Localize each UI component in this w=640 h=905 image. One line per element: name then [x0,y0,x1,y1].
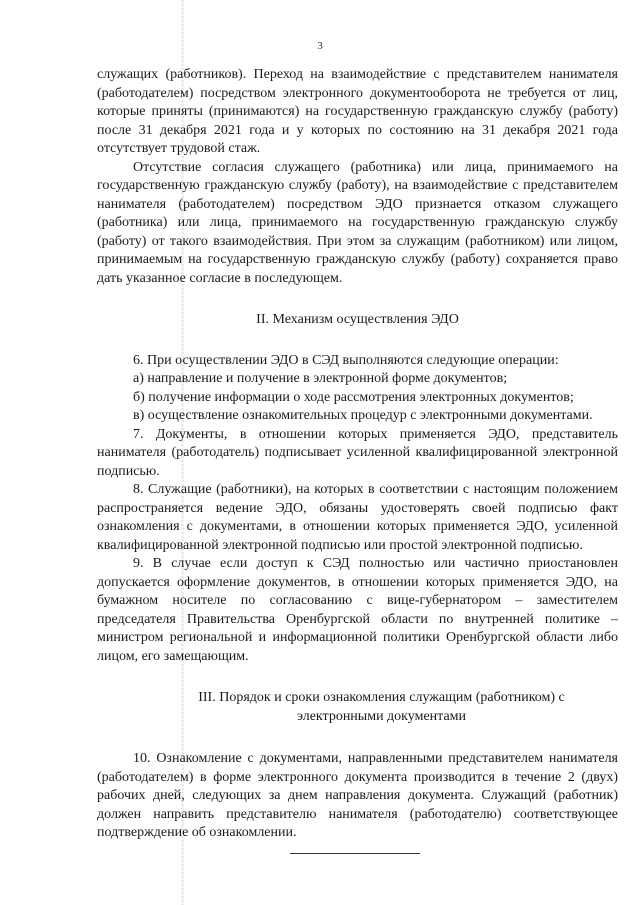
paragraph-10: 10. Ознакомление с документами, направленными представителем нанимателя (работодателем) в форме электронного документа производится в течение 2 (двух) рабочих дней, следующих за днем направления документа. Служащий (работник) должен направить представителю нанимателя (работодателю) соответствующее подтверждение об ознакомлении. [97,751,618,840]
end-separator-line [290,853,420,854]
section-2-heading: II. Механизм осуществления ЭДО [256,312,459,327]
paragraph-6-item-c: в) осуществление ознакомительных процедур с электронными документами. [133,408,593,423]
paragraph-continuation: служащих (работников). Переход на взаимодействие с представителем нанимателя (работодателем) посредством электронного документооборота не требуется от лиц, которые приняты (принимаются) на государственную гражданскую службу (работу) после 31 декабря 2021 года и у которых по состоянию на 31 декабря 2021 года отсутствует трудовой стаж. [97,67,618,156]
document-body [97,66,618,843]
paragraph-6-item-b: б) получение информации о ходе рассмотрения электронных документов; [133,389,574,405]
paragraph-7: 7. Документы, в отношении которых применяется ЭДО, представитель нанимателя (работодатель) подписывает усиленной квалифицированной электронной подписью. [97,426,618,479]
section-3-heading: III. Порядок и сроки ознакомления служащим (работником) с электронными документами [198,690,565,724]
page-number: 3 [317,40,323,52]
paragraph-6-intro: 6. При осуществлении ЭДО в СЭД выполняются следующие операции: [133,352,559,368]
paragraph-8: 8. Служащие (работники), на которых в соответствии с настоящим положением распространяется ведение ЭДО, обязаны удостоверять своей подписью факт ознакомления с документами, в отношении которых применяется ЭДО, усиленной квалифицированной электронной подписью или простой электронной подписью. [97,482,618,553]
paragraph-6-item-a: а) направление и получение в электронной форме документов; [133,371,508,386]
paragraph-9: 9. В случае если доступ к СЭД полностью или частично приостановлен допускается оформление документов, в отношении которых применяется ЭДО, на бумажном носителе по согласованию с вице-губернатором – заместителем председателя Правительства Оренбургской области по внутренней политике – министром региональной и информационной политики Оренбургской области либо лицом, его замещающим. [97,556,618,664]
paragraph-consent: Отсутствие согласия служащего (работника) или лица, принимаемого на государственную гражданскую службу (работу), на взаимодействие с представителем нанимателя (работодателем) посредством ЭДО признается отказом служащего (работника) или лица, принимаемого на государственную гражданскую службу (работу) от такого взаимодействия. При этом за служащим (работником) или лицом, принимаемым на государственную гражданскую службу (работу) сохраняется право дать указанное согласие в последующем. [97,159,618,286]
